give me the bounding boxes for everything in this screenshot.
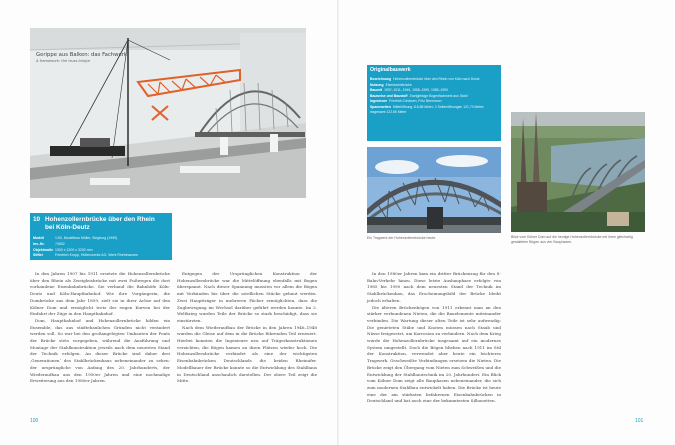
original-structure-title: Originalbauwerk xyxy=(370,67,411,73)
fact-value: 74502 xyxy=(55,241,65,246)
fact-value: 1:50, Modellbau Möller, Siegburg (1959) xyxy=(55,236,118,240)
page-number-left: 100 xyxy=(30,418,39,424)
museum-model-photo xyxy=(30,28,306,198)
fact-label: Inv.-Nr. xyxy=(33,241,45,246)
detail-value: Friedrich Dircksen, Fritz Beermann xyxy=(389,99,442,103)
fact-row xyxy=(33,253,172,259)
fact-label: Stifter xyxy=(33,253,44,258)
detail-value: Eisenbahnbrücke xyxy=(385,82,412,87)
object-facts xyxy=(30,236,172,259)
fact-value: Friedrich Krupp, Hüttenwerke AG, Werk Rheinhausen xyxy=(55,253,139,258)
aerial-photo-caption: Blick vom Kölner Dom auf die heutige Hohenzollernbrücke mit ihren gleichartig gestalteten Bögen aus vier Bauphasen. xyxy=(511,235,633,244)
photo-caption-title: Gerippe aus Balken: das Fachwerk xyxy=(36,52,128,58)
detail-label: Ingenieure xyxy=(370,99,388,103)
left-column-2 xyxy=(177,271,317,385)
bridge-photo-illustration xyxy=(367,147,501,233)
book-spine xyxy=(337,0,339,445)
object-number: 10 xyxy=(33,216,41,223)
fact-value: 1300 x 1200 x 3200 mm xyxy=(55,247,93,252)
aerial-photo-illustration xyxy=(511,112,645,232)
detail-label: Bezeichnung xyxy=(370,77,392,81)
body-paragraph: Die älteren Brückenbögen von 1911 erkennt man an den stärker verbundenen Nieten, die die Bauelemente miteinander verbinden. Die Wartung dieser alten Teile ist sehr aufwendig: Die genieteten Stäbe und Knoten müssen nach Staub und Nässe freigesetzt, um Korrosion zu verhindern. Nach dem Krieg wurde die Hohenzollernbrücke insgesamt auf ein modernes System umgestellt. Doch die Bögen blieben nach 1911 im Stil der Konstruktion, verwendet aber heute ein leichteres Tragwerk. Geschweißte Verbindungen ersetzen die Nieten. Die Brücke zeigt den Übergang vom Nieten zum Schweißen und die Entwicklung der Stahlbautechnik im 20. Jahrhundert. Ein Blick vom Kölner Dom zeigt alle Bauphasen nebeneinander, die sich zum modernen Stahlbau entwickelt haben. Die Brücke ist heute eine der am stärksten befahrenen Eisenbahnbrücken in Deutschland und hat auch eine der bekanntesten Silhouetten. xyxy=(367,304,501,404)
aerial-photo xyxy=(511,112,645,232)
left-column-1 xyxy=(30,271,170,385)
detail-label: Bauzeit xyxy=(370,88,383,92)
body-paragraph: Dom, Hauptbahnhof und Hohenzollernbrücke bilden ein Ensemble, das aus städtebaulichen Gründen nicht verändert werden soll. So war bei den großangelegten Umbauten der Ponts der Brücke stets vorgegeben, während die Ausführung und Montage der Stahlkonstruktion jeweils nach dem neuesten Stand der Technik erfolgen. An dieser Brücke sind daher drei ‚Generationen‘ des Stahlbrückenbaus nebeneinander zu sehen: der ursprüngliche von Anfang des 20. Jahrhunderts, der Wiederaufbau aus den 1950er Jahren und eine nochmalige Erweiterung aus den 1980er Jahren. xyxy=(30,317,170,384)
body-paragraph: In den 1980er Jahren kam ein dritter Brückenzug für den S-Bahn-Verkehr hinzu. Diese letzte Ausbauphase erfolgte von 1985 bis 1990 nach dem neuesten Stand der Technik im Stahlbrückenbau, das Erscheinungsbild der Brücke bleibt jedoch erhalten. xyxy=(367,271,501,303)
object-title xyxy=(30,214,172,232)
body-paragraph: Entgegen der Ursprünglichen Konstruktion der Hohenzollernbrücke war die Mittelöffnung ebenfalls mit Bogen überspannt. Nach dieser Spannung mussten vor allem die Bögen mit Verbänden bis über die nördlichen Stücke gebaut werden. Zwei Hauptträger in mehreren Fächer ermöglichten, dass die Zugbewegung im Wechsel darüber geführt werden konnte. Im 2. Weltkrieg wurden Teile der Brücke so stark beschädigt, dass sie einstürzten. xyxy=(177,271,317,323)
fact-label: Modell xyxy=(33,236,45,240)
detail-value: Hohenzollernbrücke über den Rhein von Köln nach Deutz xyxy=(393,77,480,81)
detail-label: Bauweise und Baustoff xyxy=(370,93,408,98)
fact-label: Objektmaße xyxy=(33,247,54,252)
body-paragraph: Nach dem Wiederaufbau der Brücke in den Jahren 1946–1948 wurden die Gleise auf dem in die Brücke führenden Teil erneuert. Hierbei konnten die Ingenieure neu auf Trägerkonstruktionen verzichten, die Bögen kamen an ihren Plätzen wieder hoch. Die Hohenzollernbrücke verbindet als eine der wichtigsten Eisenbahnbrücken Deutschlands die beiden Rheinufer. Modellbauer der Brücke konnte so die Entwicklung des Stahlbaus in Deutschland anschaulich darstellen. Der obere Teil zeigt die Mitte. xyxy=(177,324,317,384)
detail-value: 1907–1911, 1946, 1958–1959, 1985–1990 xyxy=(384,88,448,92)
original-structure-details xyxy=(370,77,500,116)
detail-label: Nutzung xyxy=(370,82,384,87)
detail-label: Spannweiten xyxy=(370,104,391,109)
right-column-1 xyxy=(367,271,501,405)
detail-value: Zweigleisige Bogenfachwerk aus Stahl xyxy=(409,93,468,98)
bridge-photo xyxy=(367,147,501,233)
object-title-line2: bei Köln-Deutz xyxy=(45,224,90,232)
detail-value: Mittelöffnung 118,88 Meter; 2 Seitenöffnungen 121,70 Meter; insgesamt 122,56 Meter xyxy=(370,104,485,114)
page-number-right: 101 xyxy=(635,418,644,424)
body-paragraph: In den Jahren 1907 bis 1911 ersetzte die Hohenzollernbrücke über den Rhein als Zweigleisbrücke mit zwei Fußwegen die dort vorhandene Eisenbahnbrücke. Sie verband die Bahnhöfe Köln-Deutz und Köln-Hauptbahnhof. Wie ihre Vorgängerin, die Dombrücke aus dem Jahr 1859, zielt sie in ihrer Achse auf den Kölner Dom und ermöglicht trotz der engen Kurven bei der Einfahrt der Züge in den Hauptbahnhof. xyxy=(30,271,170,317)
object-title-line1: Hohenzollernbrücke über den Rhein xyxy=(45,216,155,223)
bridge-photo-caption: Ein Tragwerk der Hohenzollernbrücke heute. xyxy=(367,236,437,240)
detail-row xyxy=(370,105,500,116)
photo-caption-subtitle: A framework: the truss bridge xyxy=(36,59,90,63)
